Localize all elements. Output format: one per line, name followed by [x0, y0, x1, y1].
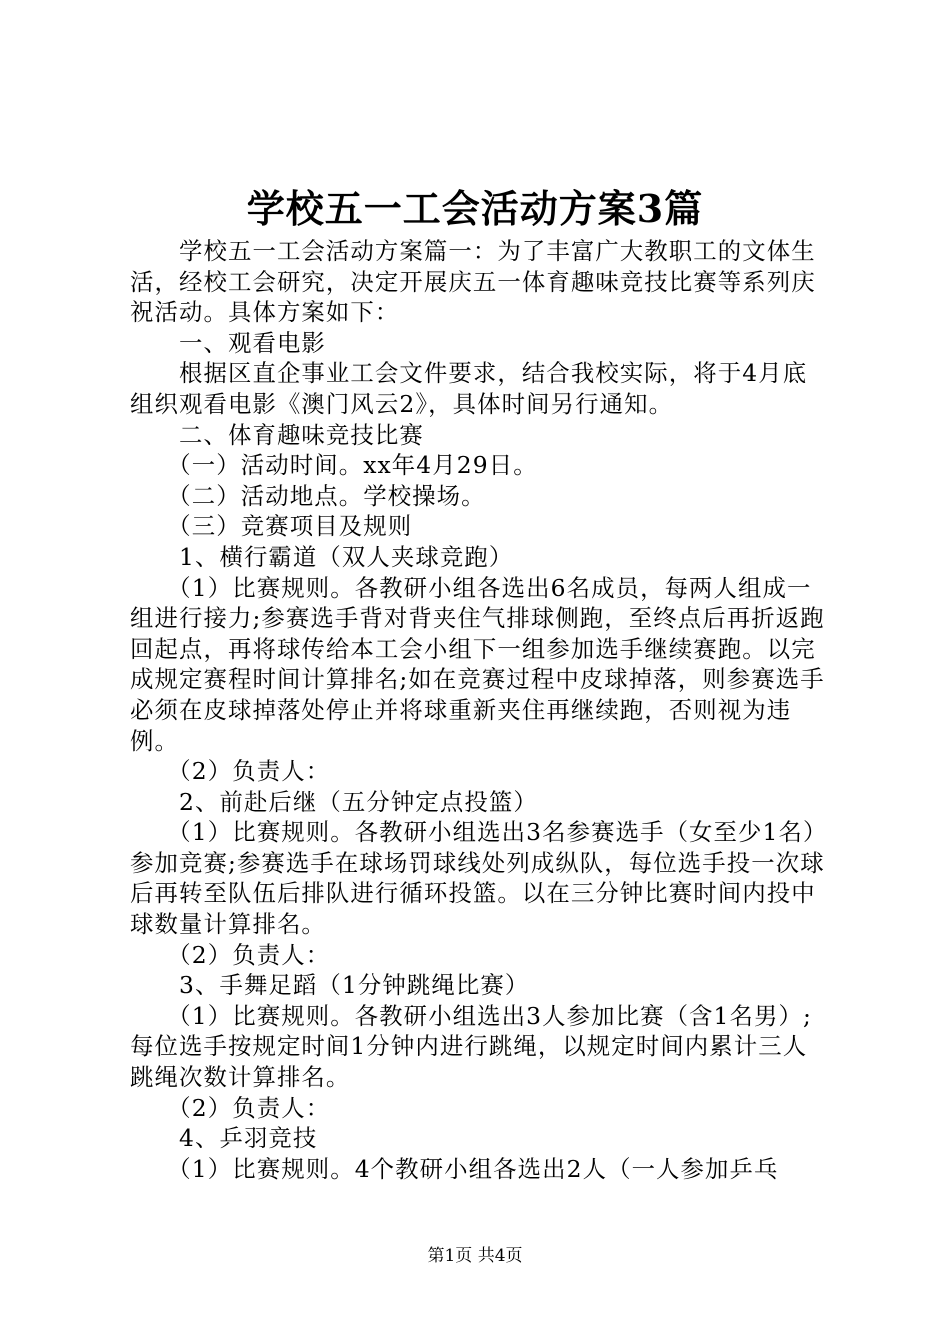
- paragraph: （1）比赛规则。各教研小组各选出6名成员，每两人组成一组进行接力;参赛选手背对背夹住气排球侧跑，至终点后再折返跑回起点，再将球传给本工会小组下一组参加选手继续赛跑。以完成规定赛程时间计算排名;如在竞赛过程中皮球掉落，则参赛选手必须在皮球掉落处停止并将球重新夹住再继续跑，否则视为违例。: [130, 573, 825, 755]
- paragraph: （2）负责人：: [130, 757, 331, 786]
- item-heading: 2、前赴后继（五分钟定点投篮）: [130, 787, 538, 816]
- page-footer: 第1页 共4页: [427, 1246, 523, 1266]
- document-body: [130, 236, 830, 1184]
- section-heading: 一、观看电影: [130, 328, 326, 357]
- item-heading: 4、乒羽竞技: [130, 1124, 318, 1153]
- paragraph: （2）负责人：: [130, 940, 331, 969]
- paragraph: （1）比赛规则。各教研小组选出3名参赛选手（女至少1名）参加竞赛;参赛选手在球场罚球线处列成纵队，每位选手投一次球后再转至队伍后排队进行循环投篮。以在三分钟比赛时间内投中球数量计算排名。: [130, 818, 828, 939]
- document-title: 学校五一工会活动方案3篇: [246, 186, 704, 231]
- paragraph: （1）比赛规则。4个教研小组各选出2人（一人参加乒乓: [130, 1154, 779, 1183]
- paragraph: （一）活动时间。xx年4月29日。: [130, 451, 538, 480]
- paragraph: 学校五一工会活动方案篇一：为了丰富广大教职工的文体生活，经校工会研究，决定开展庆五一体育趣味竞技比赛等系列庆祝活动。具体方案如下：: [130, 237, 816, 327]
- paragraph: （三）竞赛项目及规则: [130, 512, 413, 541]
- section-heading: 二、体育趣味竞技比赛: [130, 420, 424, 449]
- paragraph: （2）负责人：: [130, 1093, 331, 1122]
- item-heading: 3、手舞足蹈（1分钟跳绳比赛）: [130, 971, 530, 1000]
- paragraph: 根据区直企事业工会文件要求，结合我校实际，将于4月底组织观看电影《澳门风云2》，具体时间另行通知。: [130, 359, 808, 418]
- item-heading: 1、横行霸道（双人夹球竞跑）: [130, 542, 514, 571]
- paragraph: （1）比赛规则。各教研小组选出3人参加比赛（含1名男）;每位选手按规定时间1分钟内进行跳绳，以规定时间内累计三人跳绳次数计算排名。: [130, 1001, 812, 1092]
- paragraph: （二）活动地点。学校操场。: [130, 481, 486, 510]
